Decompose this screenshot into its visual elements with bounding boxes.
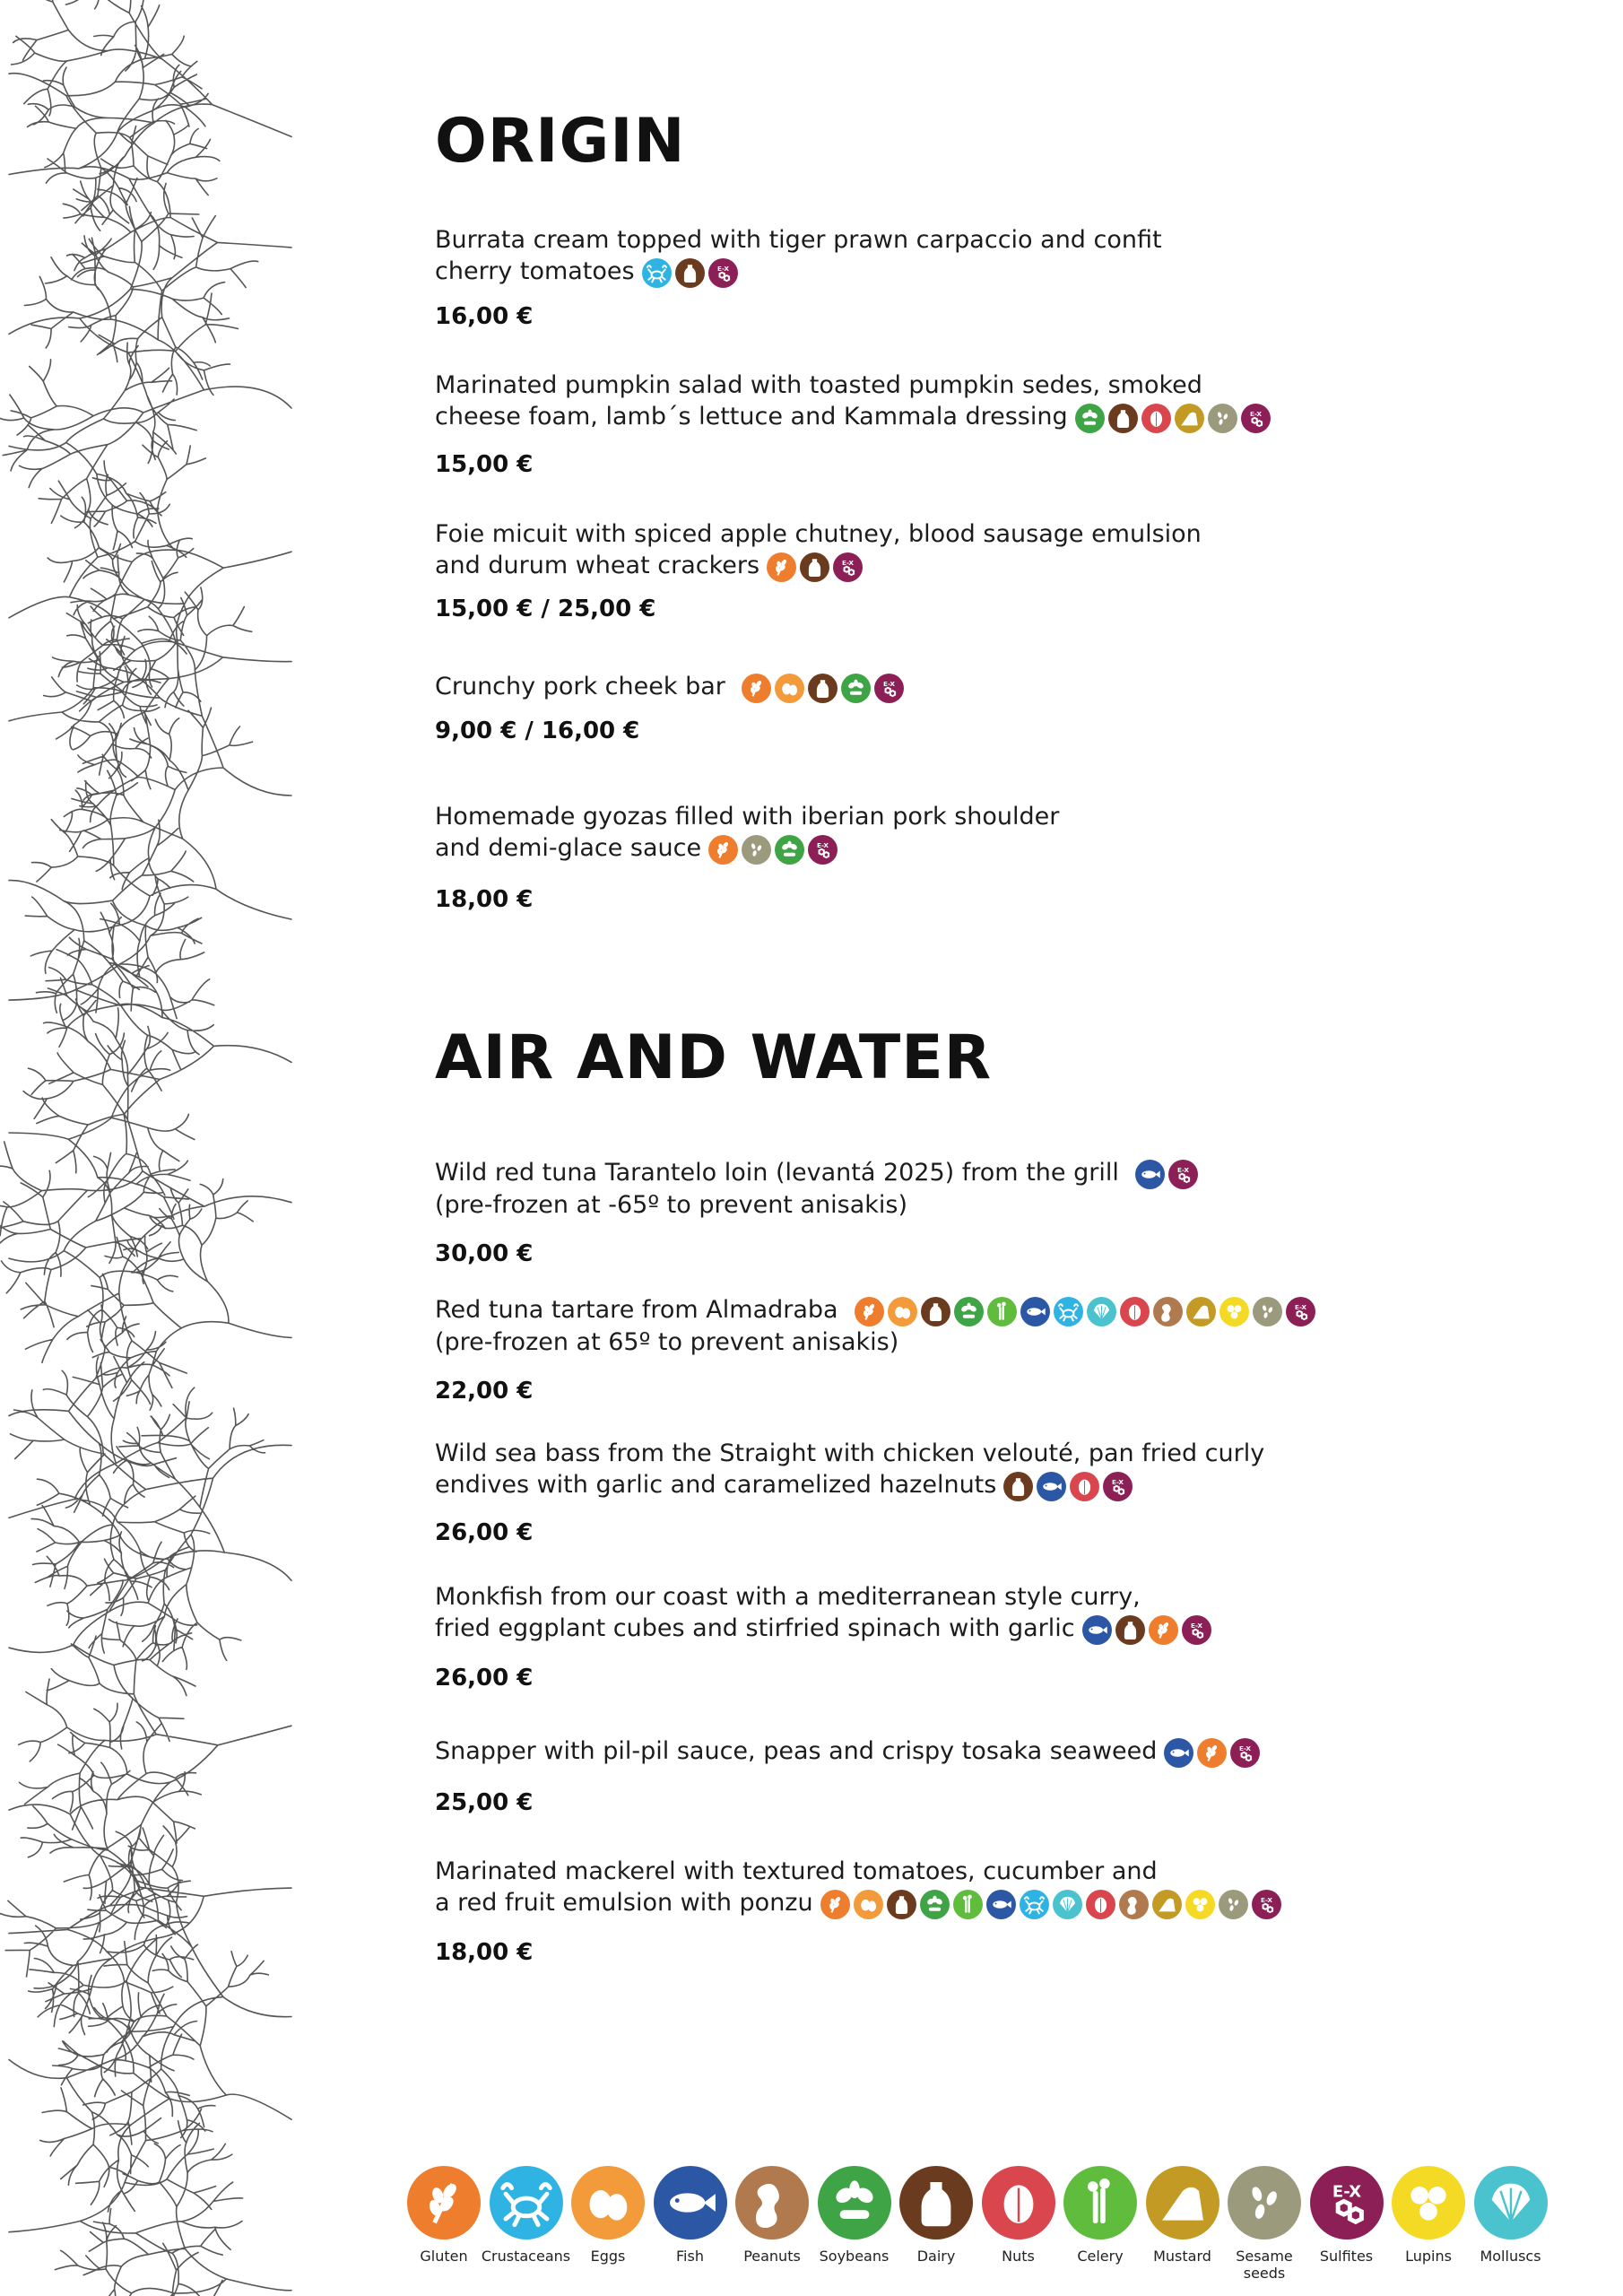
svg-text:E-X: E-X xyxy=(1190,1621,1202,1630)
gluten-icon xyxy=(855,1297,884,1326)
menu-item xyxy=(435,1856,1511,1966)
svg-text:E-X: E-X xyxy=(1176,1165,1189,1174)
sulfites-icon xyxy=(808,835,838,865)
fish-icon xyxy=(986,1890,1016,1919)
soybeans-glyph xyxy=(775,835,804,865)
lupins-glyph xyxy=(1185,1890,1215,1919)
crustaceans-glyph xyxy=(1020,1890,1049,1919)
item-description-line: Crunchy pork cheek bar xyxy=(435,673,725,700)
sulfites-glyph xyxy=(808,835,838,865)
svg-text:E-X: E-X xyxy=(1294,1302,1306,1311)
allergen-icons xyxy=(742,672,907,703)
sulfites-icon xyxy=(1230,1738,1260,1768)
fish-icon xyxy=(1164,1738,1193,1768)
item-description-line: fried eggplant cubes and stirfried spinach with garlic xyxy=(435,1614,1075,1642)
sesame-icon xyxy=(1228,2166,1301,2239)
sesame-icon xyxy=(742,835,771,865)
crustaceans-glyph xyxy=(490,2166,563,2239)
celery-glyph xyxy=(1063,2166,1137,2239)
dairy-glyph xyxy=(1003,1472,1033,1501)
fish-glyph xyxy=(986,1890,1016,1919)
soybeans-icon xyxy=(818,2166,891,2239)
item-price: 26,00 € xyxy=(435,1519,534,1546)
allergen-icons xyxy=(642,257,742,288)
legend-label: Celery xyxy=(1077,2248,1124,2265)
legend-item-crustaceans xyxy=(482,2166,571,2265)
nuts-icon xyxy=(1086,1890,1115,1919)
nuts-glyph xyxy=(982,2166,1055,2239)
menu-item xyxy=(435,1157,1511,1267)
molluscs-glyph xyxy=(1087,1297,1116,1326)
item-description-line: Monkfish from our coast with a mediterranean style curry, xyxy=(435,1583,1141,1611)
lupins-glyph xyxy=(1392,2166,1465,2239)
sesame-glyph xyxy=(1208,404,1237,433)
peanuts-glyph xyxy=(735,2166,809,2239)
allergen-icons xyxy=(767,551,866,582)
nuts-icon xyxy=(982,2166,1055,2239)
sesame-glyph xyxy=(742,835,771,865)
mustard-icon xyxy=(1186,1297,1216,1326)
legend-item-soybeans xyxy=(810,2166,899,2265)
item-description xyxy=(435,518,1511,582)
soybeans-icon xyxy=(954,1297,984,1326)
gluten-glyph xyxy=(742,674,771,703)
fish-icon xyxy=(1135,1160,1165,1189)
soybeans-icon xyxy=(920,1890,950,1919)
celery-glyph xyxy=(987,1297,1017,1326)
item-description-line: (pre-frozen at 65º to prevent anisakis) xyxy=(435,1328,899,1356)
gluten-glyph xyxy=(1149,1615,1178,1645)
item-price: 25,00 € xyxy=(435,1789,534,1816)
gluten-icon xyxy=(708,835,738,865)
eggs-glyph xyxy=(854,1890,883,1919)
item-price: 30,00 € xyxy=(435,1240,534,1267)
gluten-glyph xyxy=(855,1297,884,1326)
soybeans-glyph xyxy=(818,2166,891,2239)
fish-icon xyxy=(1020,1297,1050,1326)
soybeans-glyph xyxy=(920,1890,950,1919)
nuts-glyph xyxy=(1086,1890,1115,1919)
legend-label: Lupins xyxy=(1405,2248,1452,2265)
lupins-icon xyxy=(1219,1297,1249,1326)
item-description-line: and durum wheat crackers xyxy=(435,552,760,579)
legend-item-molluscs xyxy=(1466,2166,1556,2265)
menu-item xyxy=(435,370,1511,478)
item-price: 18,00 € xyxy=(435,886,534,913)
dairy-glyph xyxy=(808,674,838,703)
gluten-icon xyxy=(820,1890,850,1919)
item-description-line: and demi-glace sauce xyxy=(435,834,702,862)
item-price: 15,00 € xyxy=(435,451,534,478)
sulfites-glyph xyxy=(874,674,904,703)
gluten-icon xyxy=(767,552,796,582)
molluscs-icon xyxy=(1474,2166,1548,2239)
crustaceans-glyph xyxy=(1054,1297,1083,1326)
sulfites-glyph xyxy=(1230,1738,1260,1768)
branch-lines xyxy=(0,0,291,2296)
item-description xyxy=(435,1157,1511,1221)
section-title-origin: ORIGIN xyxy=(435,106,686,177)
item-description xyxy=(435,1438,1511,1501)
item-description-line: Burrata cream topped with tiger prawn carpaccio and confit xyxy=(435,226,1162,254)
soybeans-icon xyxy=(775,835,804,865)
sulfites-glyph xyxy=(1286,1297,1315,1326)
svg-text:E-X: E-X xyxy=(882,679,895,688)
allergen-legend xyxy=(399,2166,1556,2283)
allergen-icons xyxy=(1003,1470,1136,1501)
dairy-icon xyxy=(808,674,838,703)
celery-icon xyxy=(1063,2166,1137,2239)
mustard-glyph xyxy=(1175,404,1204,433)
svg-text:E-X: E-X xyxy=(716,264,729,273)
legend-label: Fish xyxy=(676,2248,704,2265)
nuts-icon xyxy=(1070,1472,1099,1501)
dairy-glyph xyxy=(1115,1615,1145,1645)
legend-label: Soybeans xyxy=(819,2248,890,2265)
legend-label: Dairy xyxy=(916,2248,956,2265)
item-description-line: endives with garlic and caramelized hazelnuts xyxy=(435,1471,997,1499)
svg-text:E-X: E-X xyxy=(1249,409,1262,418)
fish-icon xyxy=(654,2166,727,2239)
celery-glyph xyxy=(953,1890,983,1919)
fish-glyph xyxy=(1164,1738,1193,1768)
svg-text:E-X: E-X xyxy=(1112,1477,1124,1486)
dairy-icon xyxy=(675,258,705,288)
nuts-glyph xyxy=(1141,404,1171,433)
fish-glyph xyxy=(1135,1160,1165,1189)
fish-icon xyxy=(1037,1472,1066,1501)
peanuts-icon xyxy=(1153,1297,1183,1326)
mustard-icon xyxy=(1146,2166,1219,2239)
legend-label: Molluscs xyxy=(1480,2248,1541,2265)
dairy-icon xyxy=(1003,1472,1033,1501)
sulfites-glyph xyxy=(1241,404,1271,433)
item-description xyxy=(435,801,1511,865)
legend-item-celery xyxy=(1055,2166,1145,2265)
dairy-icon xyxy=(899,2166,973,2239)
gluten-glyph xyxy=(820,1890,850,1919)
dairy-icon xyxy=(1108,404,1138,433)
legend-item-peanuts xyxy=(727,2166,817,2265)
allergen-icons xyxy=(855,1295,1319,1326)
item-price: 15,00 € / 25,00 € xyxy=(435,596,656,622)
legend-label: Gluten xyxy=(420,2248,468,2265)
crustaceans-icon xyxy=(1054,1297,1083,1326)
mustard-glyph xyxy=(1146,2166,1219,2239)
crustaceans-icon xyxy=(642,258,672,288)
dairy-glyph xyxy=(887,1890,916,1919)
section-title-air-and-water: AIR AND WATER xyxy=(435,1022,993,1093)
item-price: 9,00 € / 16,00 € xyxy=(435,718,640,744)
sulfites-icon xyxy=(708,258,738,288)
sulfites-icon xyxy=(1182,1615,1211,1645)
item-description-line: Red tuna tartare from Almadraba xyxy=(435,1296,838,1324)
legend-item-mustard xyxy=(1138,2166,1228,2265)
menu-item xyxy=(435,1294,1511,1405)
sulfites-glyph xyxy=(1310,2166,1384,2239)
legend-label: Mustard xyxy=(1153,2248,1211,2265)
dairy-glyph xyxy=(1108,404,1138,433)
allergen-icons xyxy=(1082,1613,1215,1645)
item-description xyxy=(435,224,1511,288)
soybeans-icon xyxy=(841,674,871,703)
decorative-branch-pattern xyxy=(0,0,296,2296)
sesame-glyph xyxy=(1219,1890,1248,1919)
dairy-glyph xyxy=(899,2166,973,2239)
legend-label: Peanuts xyxy=(743,2248,801,2265)
sulfites-icon xyxy=(874,674,904,703)
gluten-glyph xyxy=(708,835,738,865)
legend-label: Sesame seeds xyxy=(1236,2248,1293,2282)
sulfites-glyph xyxy=(1103,1472,1133,1501)
item-description xyxy=(435,1581,1511,1645)
dairy-glyph xyxy=(675,258,705,288)
legend-item-fish xyxy=(646,2166,735,2265)
legend-item-gluten xyxy=(399,2166,489,2265)
sulfites-icon xyxy=(1241,404,1271,433)
fish-glyph xyxy=(654,2166,727,2239)
item-description-line: cheese foam, lamb´s lettuce and Kammala dressing xyxy=(435,403,1068,430)
eggs-glyph xyxy=(571,2166,645,2239)
legend-item-eggs xyxy=(563,2166,653,2265)
soybeans-icon xyxy=(1075,404,1105,433)
item-price: 18,00 € xyxy=(435,1939,534,1966)
peanuts-icon xyxy=(735,2166,809,2239)
svg-text:E-X: E-X xyxy=(1260,1895,1272,1904)
crustaceans-icon xyxy=(1020,1890,1049,1919)
fish-icon xyxy=(1082,1615,1112,1645)
item-description xyxy=(435,671,1511,703)
allergen-icons xyxy=(820,1888,1285,1919)
item-description xyxy=(435,1735,1511,1768)
item-description-line: cherry tomatoes xyxy=(435,257,635,285)
allergen-icons xyxy=(1135,1158,1202,1189)
item-price: 26,00 € xyxy=(435,1665,534,1692)
lupins-icon xyxy=(1185,1890,1215,1919)
celery-icon xyxy=(953,1890,983,1919)
menu-item xyxy=(435,1735,1511,1816)
eggs-icon xyxy=(775,674,804,703)
item-description-line: Foie micuit with spiced apple chutney, blood sausage emulsion xyxy=(435,520,1202,548)
eggs-icon xyxy=(888,1297,917,1326)
mustard-icon xyxy=(1152,1890,1182,1919)
item-description-line: Wild sea bass from the Straight with chicken velouté, pan fried curly xyxy=(435,1439,1265,1467)
mustard-glyph xyxy=(1186,1297,1216,1326)
gluten-icon xyxy=(742,674,771,703)
legend-item-dairy xyxy=(891,2166,981,2265)
menu-item xyxy=(435,1581,1511,1692)
sesame-glyph xyxy=(1228,2166,1301,2239)
item-description-line: Wild red tuna Tarantelo loin (levantá 2025) from the grill xyxy=(435,1159,1119,1187)
legend-item-nuts xyxy=(974,2166,1063,2265)
dairy-icon xyxy=(921,1297,950,1326)
legend-label: Nuts xyxy=(1002,2248,1035,2265)
item-price: 22,00 € xyxy=(435,1378,534,1405)
sulfites-glyph xyxy=(708,258,738,288)
molluscs-icon xyxy=(1087,1297,1116,1326)
sulfites-icon xyxy=(1286,1297,1315,1326)
svg-text:E-X: E-X xyxy=(842,558,855,567)
legend-item-sulfites xyxy=(1302,2166,1392,2265)
item-price: 16,00 € xyxy=(435,303,534,330)
celery-icon xyxy=(987,1297,1017,1326)
allergen-icons xyxy=(1164,1736,1263,1768)
gluten-glyph xyxy=(1197,1738,1227,1768)
sesame-icon xyxy=(1208,404,1237,433)
item-description xyxy=(435,370,1511,433)
lupins-icon xyxy=(1392,2166,1465,2239)
soybeans-glyph xyxy=(841,674,871,703)
sesame-glyph xyxy=(1253,1297,1282,1326)
nuts-glyph xyxy=(1120,1297,1150,1326)
legend-item-lupins xyxy=(1384,2166,1473,2265)
molluscs-icon xyxy=(1053,1890,1082,1919)
legend-label: Sulfites xyxy=(1319,2248,1374,2265)
sesame-icon xyxy=(1253,1297,1282,1326)
fish-glyph xyxy=(1020,1297,1050,1326)
peanuts-glyph xyxy=(1153,1297,1183,1326)
sulfites-glyph xyxy=(1168,1160,1198,1189)
eggs-glyph xyxy=(775,674,804,703)
menu-item xyxy=(435,671,1511,744)
gluten-glyph xyxy=(407,2166,481,2239)
gluten-icon xyxy=(407,2166,481,2239)
item-description xyxy=(435,1856,1511,1919)
item-description-line: a red fruit emulsion with ponzu xyxy=(435,1889,813,1917)
molluscs-glyph xyxy=(1053,1890,1082,1919)
sulfites-icon xyxy=(1168,1160,1198,1189)
dairy-glyph xyxy=(921,1297,950,1326)
item-description-line: Homemade gyozas filled with iberian pork shoulder xyxy=(435,803,1060,831)
peanuts-glyph xyxy=(1119,1890,1149,1919)
sulfites-icon xyxy=(1252,1890,1281,1919)
menu-item xyxy=(435,1438,1511,1546)
svg-text:E-X: E-X xyxy=(817,840,829,849)
mustard-glyph xyxy=(1152,1890,1182,1919)
sulfites-glyph xyxy=(833,552,863,582)
lupins-glyph xyxy=(1219,1297,1249,1326)
sulfites-icon xyxy=(1103,1472,1133,1501)
svg-text:E-X: E-X xyxy=(1332,2182,1361,2202)
fish-glyph xyxy=(1037,1472,1066,1501)
legend-item-sesame xyxy=(1219,2166,1309,2282)
fish-glyph xyxy=(1082,1615,1112,1645)
allergen-icons xyxy=(1075,402,1274,433)
crustaceans-glyph xyxy=(642,258,672,288)
nuts-icon xyxy=(1120,1297,1150,1326)
peanuts-icon xyxy=(1119,1890,1149,1919)
legend-label: Eggs xyxy=(590,2248,626,2265)
item-description xyxy=(435,1294,1511,1358)
nuts-icon xyxy=(1141,404,1171,433)
sulfites-icon xyxy=(833,552,863,582)
soybeans-glyph xyxy=(954,1297,984,1326)
molluscs-glyph xyxy=(1474,2166,1548,2239)
menu-item xyxy=(435,801,1511,913)
svg-text:E-X: E-X xyxy=(1239,1744,1252,1752)
sesame-icon xyxy=(1219,1890,1248,1919)
menu-item xyxy=(435,224,1511,330)
soybeans-glyph xyxy=(1075,404,1105,433)
gluten-icon xyxy=(1197,1738,1227,1768)
eggs-icon xyxy=(571,2166,645,2239)
item-description-line: Snapper with pil-pil sauce, peas and crispy tosaka seaweed xyxy=(435,1737,1158,1765)
allergen-icons xyxy=(708,833,841,865)
menu-item xyxy=(435,518,1511,622)
legend-label: Crustaceans xyxy=(481,2248,571,2265)
dairy-glyph xyxy=(800,552,829,582)
gluten-glyph xyxy=(767,552,796,582)
eggs-glyph xyxy=(888,1297,917,1326)
dairy-icon xyxy=(1115,1615,1145,1645)
item-description-line: Marinated pumpkin salad with toasted pumpkin sedes, smoked xyxy=(435,371,1202,399)
item-description-line: (pre-frozen at -65º to prevent anisakis) xyxy=(435,1191,907,1219)
sulfites-icon xyxy=(1310,2166,1384,2239)
sulfites-glyph xyxy=(1252,1890,1281,1919)
gluten-icon xyxy=(1149,1615,1178,1645)
eggs-icon xyxy=(854,1890,883,1919)
sulfites-glyph xyxy=(1182,1615,1211,1645)
mustard-icon xyxy=(1175,404,1204,433)
crustaceans-icon xyxy=(490,2166,563,2239)
nuts-glyph xyxy=(1070,1472,1099,1501)
dairy-icon xyxy=(800,552,829,582)
dairy-icon xyxy=(887,1890,916,1919)
item-description-line: Marinated mackerel with textured tomatoes, cucumber and xyxy=(435,1857,1158,1885)
